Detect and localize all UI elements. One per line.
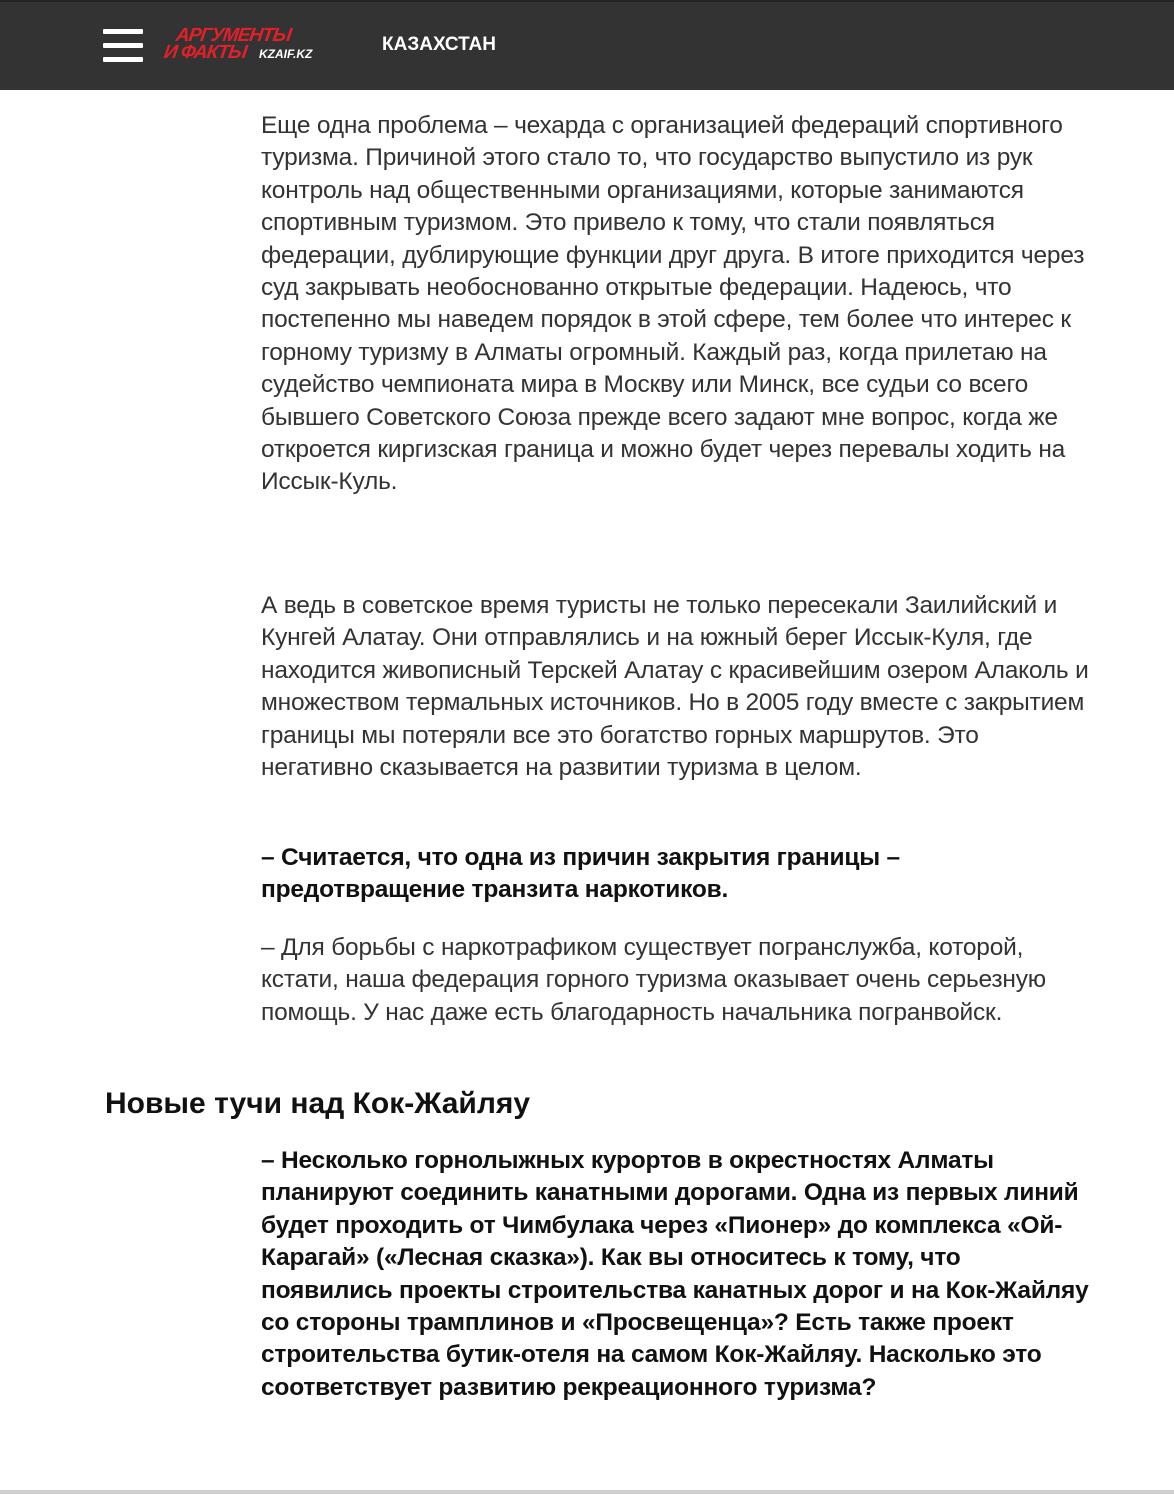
menu-bar-bottom bbox=[103, 57, 143, 62]
interview-question: – Несколько горнолыжных курортов в окрестностях Алматы планируют соединить канатными дорогами. Одна из первых линий будет проходить от Чимбулака через «Пионер» до комплекса «Ой-Карагай» («Лесная сказка»). Как вы относитесь к тому, что появились проекты строительства канатных дорог и на Кок-Жайляу со стороны трамплинов и «Просвещенца»? Есть также проект строительства бутик-отеля на самом Кок-Жайляу. Насколько это соответствует развитию рекреационного туризма? bbox=[261, 1147, 1089, 1401]
article-paragraph: Еще одна проблема – чехарда с организацией федераций спортивного туризма. Причиной этого стало то, что государство выпустило из рук контроль над общественными организациями, которые занимаются спортивным туризмом. Это привело к тому, что стали появляться федерации, дублирующие функции друг друга. В итоге приходится через суд закрывать необоснованно открытые федерации. Надеюсь, что постепенно мы наведем порядок в этой сфере, тем более что интерес к горному туризму в Алматы огромный. Каждый раз, когда прилетаю на судейство чемпионата мира в Москву или Минск, все судьи со всего бывшего Советского Союза прежде всего задают мне вопрос, когда же откроется киргизская граница и можно будет через перевалы ходить на Иссык-Куль. bbox=[261, 112, 1085, 496]
article-paragraph: А ведь в советское время туристы не только пересекали Заилийский и Кунгей Алатау. Они отправлялись и на южный берег Иссык-Куля, где находится живописный Терскей Алатау с красивейшим озером Алаколь и множеством термальных источников. Но в 2005 году вместе с закрытием границы мы потеряли все это богатство горных маршрутов. Это негативно сказывается на развитии туризма в целом. bbox=[261, 592, 1089, 782]
logo-line-2: И ФАКТЫ bbox=[162, 42, 248, 63]
page-bottom-divider bbox=[0, 1490, 1174, 1494]
section-subheading: Новые тучи над Кок-Жайляу bbox=[105, 1087, 531, 1120]
region-link[interactable]: КАЗАХСТАН bbox=[382, 34, 496, 55]
hamburger-menu-icon[interactable] bbox=[103, 29, 143, 63]
menu-bar-middle bbox=[103, 43, 143, 48]
interview-question: – Считается, что одна из причин закрытия границы – предотвращение транзита наркотиков. bbox=[261, 844, 900, 904]
logo-site-name: KZAIF.KZ bbox=[259, 47, 313, 61]
logo-line-1: АРГУМЕНТЫ bbox=[174, 25, 293, 46]
interview-answer: – Для борьбы с наркотрафиком существует погранслужба, которой, кстати, наша федерация горного туризма оказывает очень серьезную помощь. У нас даже есть благодарность начальника погранвойск. bbox=[261, 934, 1046, 1026]
site-header bbox=[0, 0, 1174, 90]
site-logo[interactable] bbox=[164, 26, 334, 66]
menu-bar-top bbox=[103, 29, 143, 34]
